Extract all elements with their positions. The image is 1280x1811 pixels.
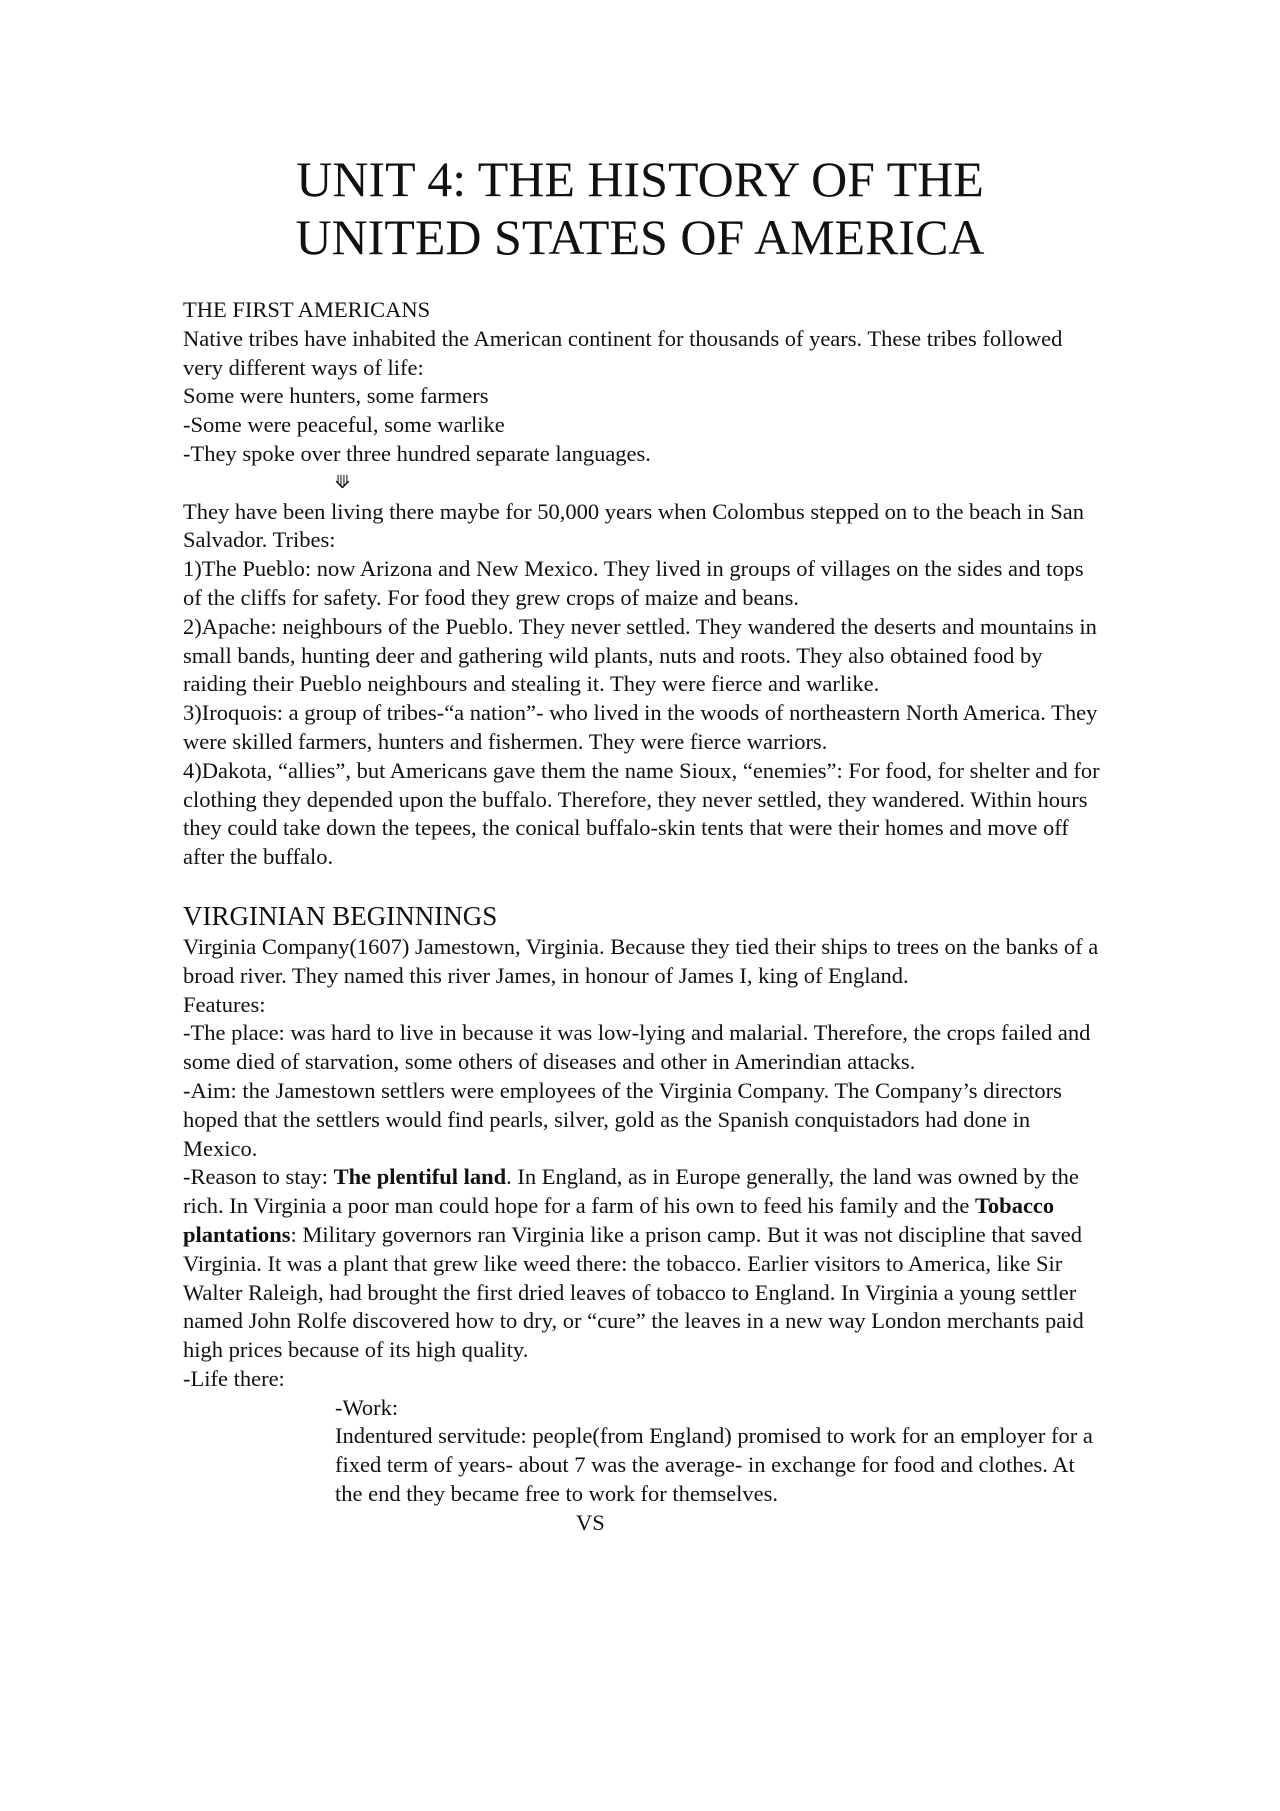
paragraph-indentured-servitude: Indentured servitude: people(from England) promised to work for an employer for a fixed term of years- about 7 was the average- in exchange for food and clothes. At the end they became free to work for themselves.: [335, 1423, 1093, 1507]
bold-tobacco-plantations: Tobacco plantations: [183, 1193, 1055, 1247]
vs-label: VS: [576, 1509, 605, 1535]
down-arrow-icon: ⟱: [335, 471, 351, 493]
paragraph-reason-to-stay: [183, 1163, 1103, 1365]
paragraph-place: -The place: was hard to live in because it was low-lying and malarial. Therefore, the crops failed and some died of starvation, some others of diseases and other in Amerindian attacks.: [183, 1020, 1091, 1075]
work-label: -Work:: [335, 1394, 399, 1420]
life-there-label: -Life there:: [183, 1365, 285, 1391]
document-body: [183, 296, 1103, 1538]
section-heading-virginian-beginnings: VIRGINIAN BEGINNINGS: [183, 900, 498, 931]
document-title: [0, 150, 1280, 266]
paragraph-virginia-company: Virginia Company(1607) Jamestown, Virginia. Because they tied their ships to trees on the banks of a broad river. They named this river James, in honour of James I, king of England.: [183, 933, 1099, 988]
paragraph-colombus: They have been living there maybe for 50,000 years when Colombus stepped on to the beach in San Salvador. Tribes:: [183, 498, 1085, 553]
section-heading-first-americans: THE FIRST AMERICANS: [183, 297, 431, 322]
paragraph-aim: -Aim: the Jamestown settlers were employees of the Virginia Company. The Company’s directors hoped that the settlers would find pearls, silver, gold as the Spanish conquistadors had done in Mexico.: [183, 1077, 1062, 1161]
reason-rest: : Military governors ran Virginia like a prison camp. But it was not discipline that saved Virginia. It was a plant that grew like weed there: the tobacco. Earlier visitors to America, like Sir Walter Raleigh, had brought the first dried leaves of tobacco to England. In Virginia a young settler named John Rolfe discovered how to dry, or “cure” the leaves in a new way London merchants paid high prices because of its high quality.: [183, 1221, 1084, 1363]
bold-plentiful-land: The plentiful land: [333, 1164, 507, 1190]
features-label: Features:: [183, 991, 266, 1017]
title-line-2: UNITED STATES OF AMERICA: [295, 209, 985, 265]
paragraph-tribe-apache: 2)Apache: neighbours of the Pueblo. They never settled. They wandered the deserts and mountains in small bands, hunting deer and gathering wild plants, nuts and roots. They also obtained food by raiding their Pueblo neighbours and stealing it. They were fierce and warlike.: [183, 613, 1097, 697]
title-line-1: UNIT 4: THE HISTORY OF THE: [296, 151, 984, 207]
paragraph-tribe-pueblo: 1)The Pueblo: now Arizona and New Mexico. They lived in groups of villages on the sides and tops of the cliffs for safety. For food they grew crops of maize and beans.: [183, 556, 1084, 610]
reason-middle: . In England, as in Europe generally, the land was owned by the rich. In Virginia a poor man could hope for a farm of his own to feed his family and the: [183, 1164, 1079, 1219]
paragraph-intro: Native tribes have inhabited the American continent for thousands of years. These tribes followed very different ways of life:: [183, 325, 1063, 380]
reason-prefix: -Reason to stay:: [183, 1164, 334, 1190]
list-item-peaceful: -Some were peaceful, some warlike: [183, 412, 505, 438]
list-item-languages: -They spoke over three hundred separate languages.: [183, 440, 651, 466]
list-item-hunters: Some were hunters, some farmers: [183, 383, 489, 409]
paragraph-tribe-iroquois: 3)Iroquois: a group of tribes-“a nation”- who lived in the woods of northeastern North America. They were skilled farmers, hunters and fishermen. They were fierce warriors.: [183, 700, 1098, 754]
paragraph-tribe-dakota: 4)Dakota, “allies”, but Americans gave them the name Sioux, “enemies”: For food, for shelter and for clothing they depended upon the buffalo. Therefore, they never settled, they wandered. Within hours they could take down the tepees, the conical buffalo-skin tents that were their homes and move off after the buffalo.: [183, 757, 1100, 870]
